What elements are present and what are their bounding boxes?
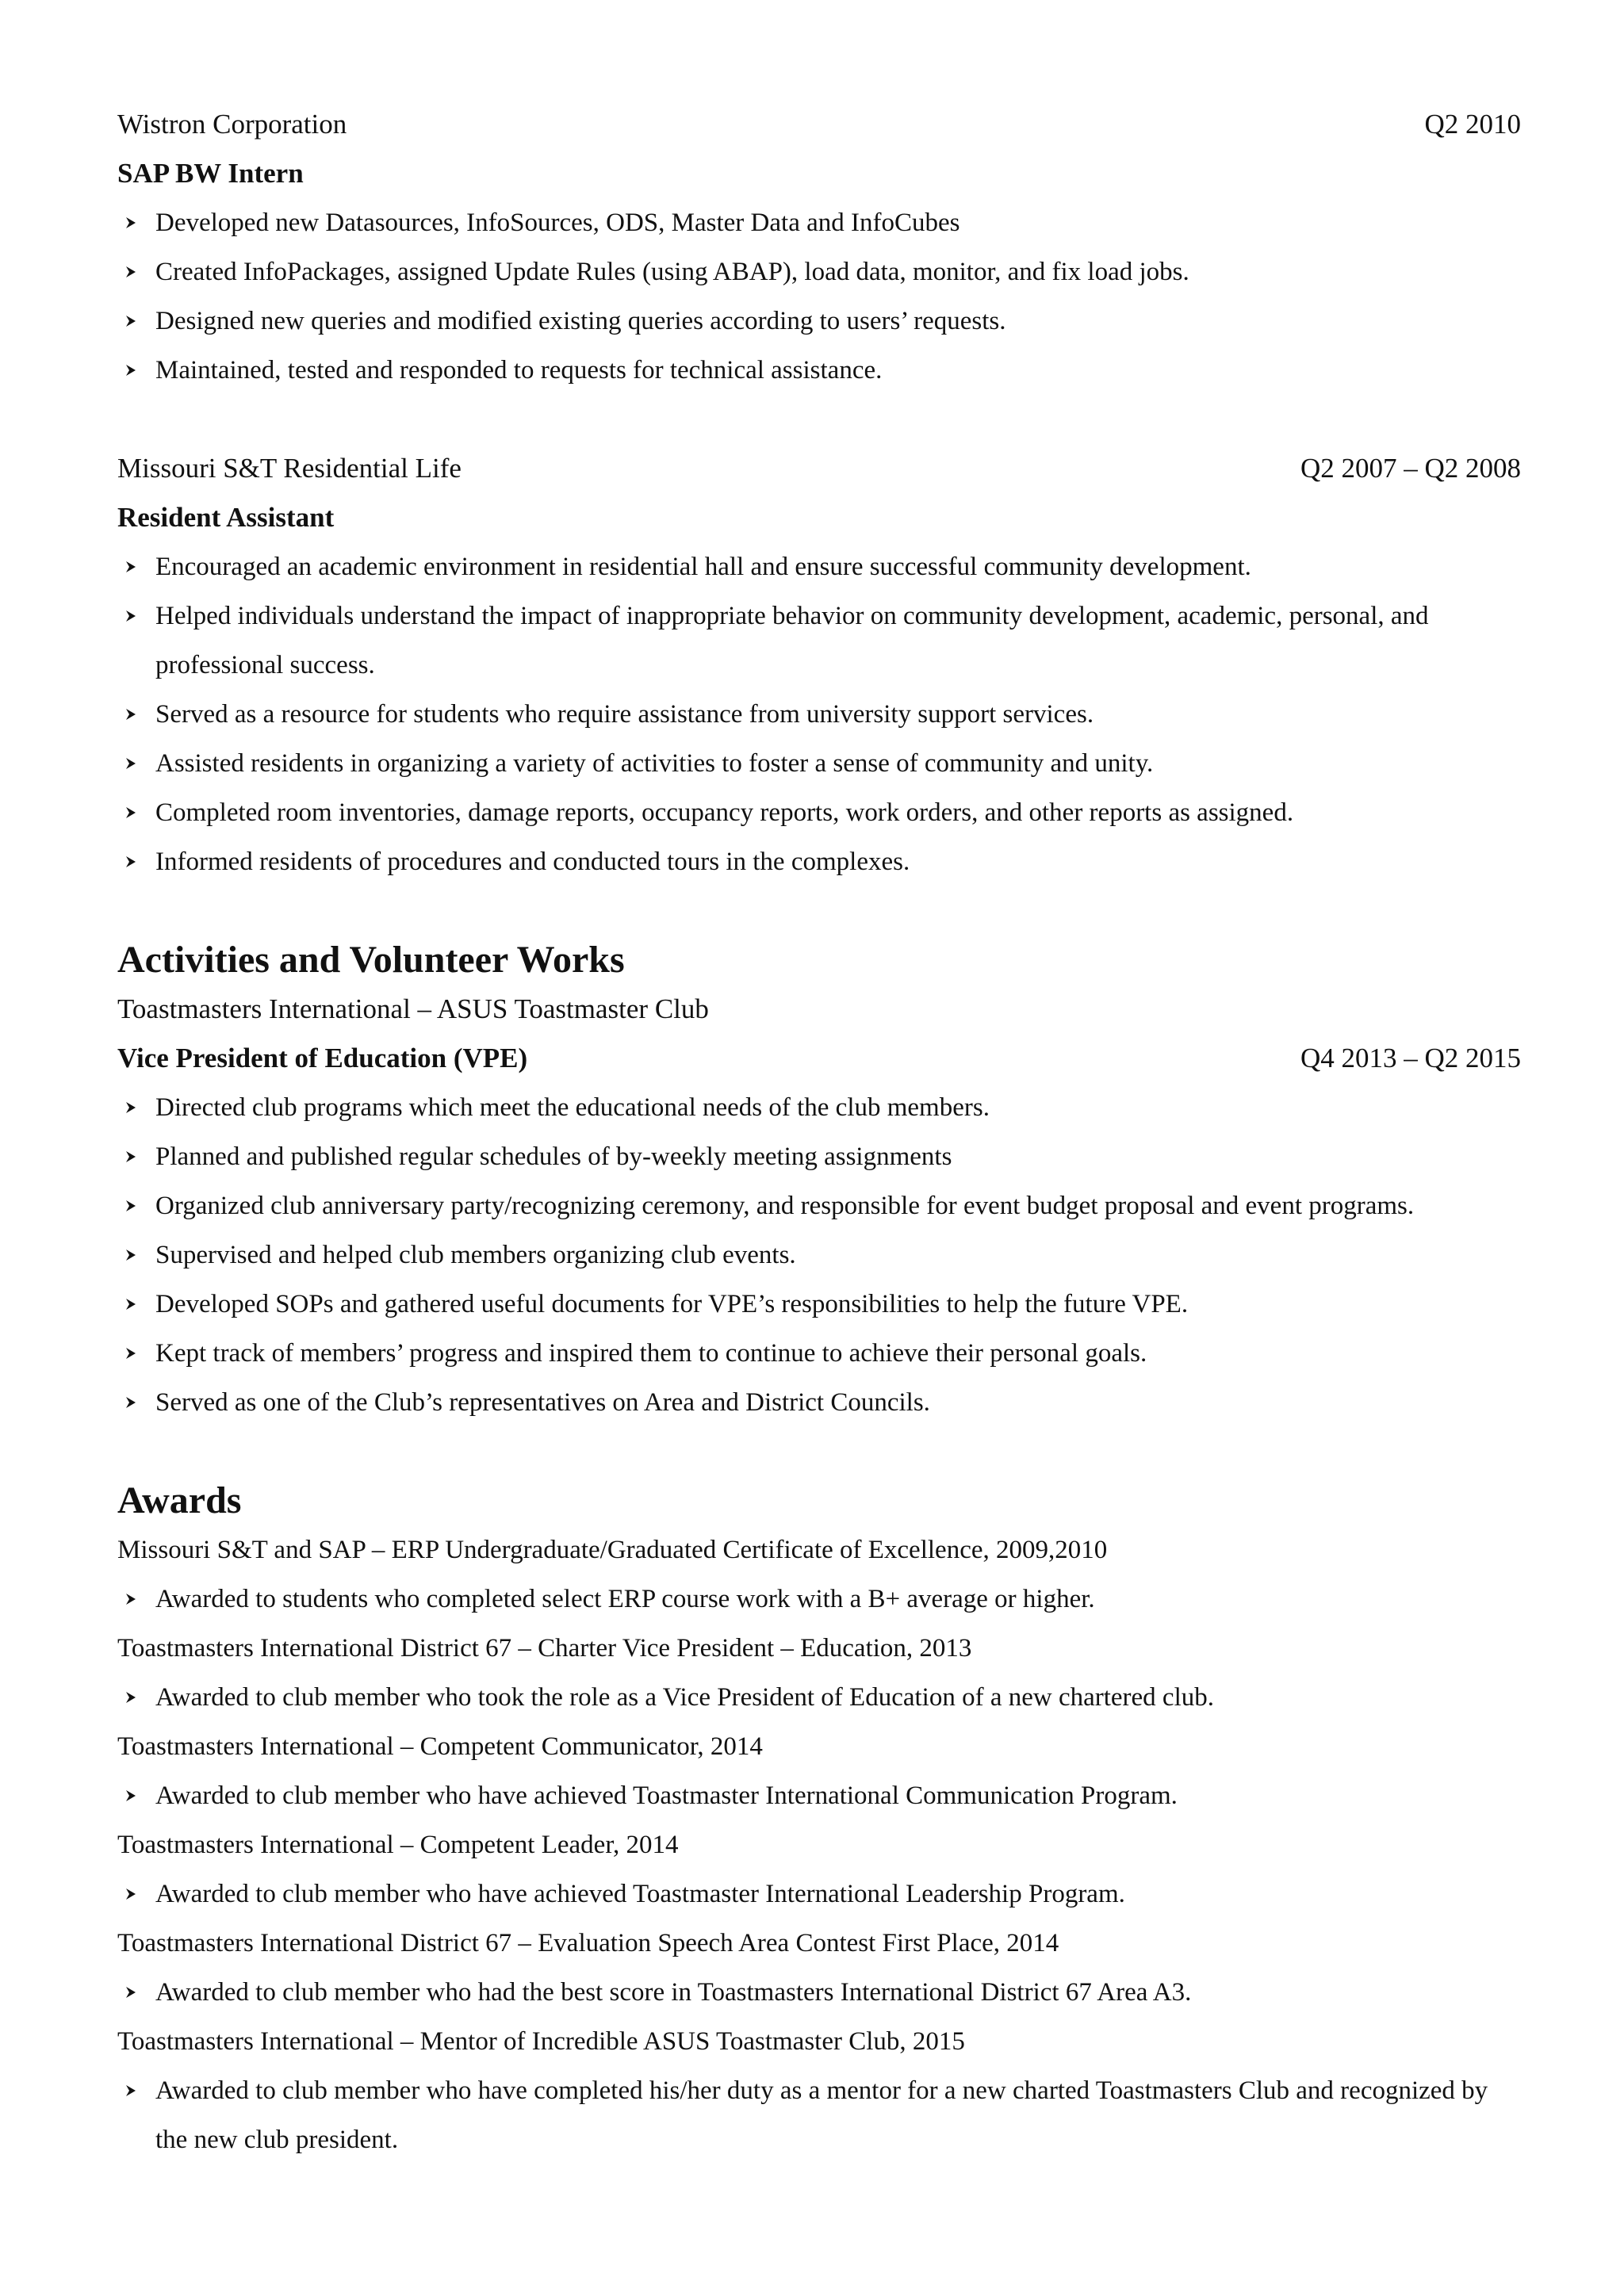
- arrowhead-bullet-icon: [121, 1378, 141, 1427]
- arrowhead-bullet-icon: [121, 739, 141, 788]
- bullet-text: Awarded to club member who have achieved Toastmaster International Communication Program.: [155, 1781, 1178, 1810]
- award-name: Toastmasters International – Competent Communicator, 2014: [117, 1732, 763, 1761]
- arrowhead-bullet-icon: [121, 1280, 141, 1329]
- bullet-item: [117, 788, 1521, 837]
- bullet-text: Awarded to club member who took the role as a Vice President of Education of a new chartered club.: [155, 1683, 1215, 1712]
- bullet-item: [117, 1230, 1521, 1280]
- job-date: Q2 2010: [1424, 109, 1521, 140]
- job-title-row: [117, 493, 1521, 542]
- job-bullets: [117, 542, 1521, 886]
- bullet-text: Awarded to club member who have completed his/her duty as a mentor for a new charted Toastmasters Club and recognized by the new club president.: [155, 2076, 1488, 2154]
- bullet-item: [117, 247, 1521, 297]
- job-date: Q2 2007 – Q2 2008: [1300, 453, 1521, 484]
- job-header: [117, 444, 1521, 493]
- bullet-item: [117, 1378, 1521, 1427]
- bullet-text: Designed new queries and modified existing queries according to users’ requests.: [155, 307, 1006, 335]
- section-heading: Awards: [117, 1479, 242, 1521]
- arrowhead-bullet-icon: [121, 1230, 141, 1280]
- bullet-text: Encouraged an academic environment in residential hall and ensure successful community development.: [155, 553, 1251, 581]
- award-name: Missouri S&T and SAP – ERP Undergraduate/Graduated Certificate of Excellence, 2009,2010: [117, 1536, 1108, 1564]
- bullet-text: Developed SOPs and gathered useful documents for VPE’s responsibilities to help the future VPE.: [155, 1290, 1189, 1318]
- arrowhead-bullet-icon: [121, 542, 141, 591]
- bullet-text: Supervised and helped club members organizing club events.: [155, 1241, 796, 1269]
- bullet-item: [117, 1869, 1521, 1919]
- award-detail: [117, 1575, 1521, 1624]
- arrowhead-bullet-icon: [121, 1181, 141, 1230]
- bullet-text: Completed room inventories, damage reports, occupancy reports, work orders, and other reports as assigned.: [155, 798, 1294, 827]
- arrowhead-bullet-icon: [121, 690, 141, 739]
- bullet-text: Served as one of the Club’s representatives on Area and District Councils.: [155, 1388, 930, 1417]
- job-entry: [117, 100, 1521, 395]
- job-title: SAP BW Intern: [117, 158, 304, 189]
- bullet-text: Awarded to club member who had the best score in Toastmasters International District 67 Area A3.: [155, 1978, 1192, 2007]
- activity-bullets: [117, 1083, 1521, 1427]
- award-name: Toastmasters International District 67 – Charter Vice President – Education, 2013: [117, 1634, 972, 1663]
- arrowhead-bullet-icon: [121, 788, 141, 837]
- arrowhead-bullet-icon: [121, 1575, 141, 1624]
- award-name: Toastmasters International – Competent Leader, 2014: [117, 1831, 679, 1859]
- bullet-item: [117, 297, 1521, 346]
- bullet-text: Kept track of members’ progress and inspired them to continue to achieve their personal goals.: [155, 1339, 1147, 1368]
- award-detail: [117, 1869, 1521, 1919]
- bullet-text: Organized club anniversary party/recognizing ceremony, and responsible for event budget proposal and event programs.: [155, 1192, 1415, 1220]
- bullet-text: Planned and published regular schedules of by-weekly meeting assignments: [155, 1142, 952, 1171]
- bullet-text: Awarded to students who completed select ERP course work with a B+ average or higher.: [155, 1585, 1095, 1613]
- arrowhead-bullet-icon: [121, 591, 141, 641]
- arrowhead-bullet-icon: [121, 1083, 141, 1132]
- activities-section: [117, 936, 1521, 1427]
- bullet-item: [117, 1132, 1521, 1181]
- arrowhead-bullet-icon: [121, 1968, 141, 2017]
- bullet-item: [117, 837, 1521, 886]
- bullet-text: Created InfoPackages, assigned Update Rules (using ABAP), load data, monitor, and fix load jobs.: [155, 258, 1189, 286]
- award-name: Toastmasters International – Mentor of Incredible ASUS Toastmaster Club, 2015: [117, 2027, 965, 2056]
- arrowhead-bullet-icon: [121, 1869, 141, 1919]
- awards-section: [117, 1476, 1521, 2164]
- bullet-item: [117, 1771, 1521, 1820]
- job-organization: Wistron Corporation: [117, 109, 347, 140]
- activity-title-row: [117, 1034, 1521, 1083]
- bullet-text: Assisted residents in organizing a variety of activities to foster a sense of community and unity.: [155, 749, 1154, 778]
- arrowhead-bullet-icon: [121, 1132, 141, 1181]
- bullet-item: [117, 591, 1521, 690]
- resume-page: [117, 100, 1521, 2164]
- arrowhead-bullet-icon: [121, 247, 141, 297]
- arrowhead-bullet-icon: [121, 1329, 141, 1378]
- bullet-text: Awarded to club member who have achieved Toastmaster International Leadership Program.: [155, 1880, 1125, 1908]
- activity-date: Q4 2013 – Q2 2015: [1300, 1043, 1521, 1073]
- bullet-text: Helped individuals understand the impact of inappropriate behavior on community development, academic, personal, and professional success.: [155, 602, 1429, 679]
- award-name: Toastmasters International District 67 – Evaluation Speech Area Contest First Place, 2014: [117, 1929, 1059, 1957]
- job-entry: [117, 444, 1521, 886]
- award-detail: [117, 2066, 1521, 2164]
- bullet-item: [117, 690, 1521, 739]
- activity-organization: Toastmasters International – ASUS Toastmaster Club: [117, 993, 709, 1024]
- bullet-item: [117, 1181, 1521, 1230]
- job-title-row: [117, 149, 1521, 198]
- arrowhead-bullet-icon: [121, 2066, 141, 2115]
- job-title: Resident Assistant: [117, 502, 335, 533]
- activity-organization-row: [117, 985, 1521, 1034]
- bullet-item: [117, 1329, 1521, 1378]
- arrowhead-bullet-icon: [121, 1771, 141, 1820]
- arrowhead-bullet-icon: [121, 297, 141, 346]
- award-detail: [117, 1968, 1521, 2017]
- bullet-text: Developed new Datasources, InfoSources, ODS, Master Data and InfoCubes: [155, 209, 960, 237]
- bullet-text: Served as a resource for students who require assistance from university support services.: [155, 700, 1094, 729]
- bullet-item: [117, 346, 1521, 395]
- arrowhead-bullet-icon: [121, 198, 141, 247]
- job-organization: Missouri S&T Residential Life: [117, 453, 462, 484]
- bullet-text: Directed club programs which meet the educational needs of the club members.: [155, 1093, 990, 1122]
- bullet-item: [117, 1083, 1521, 1132]
- arrowhead-bullet-icon: [121, 837, 141, 886]
- bullet-text: Maintained, tested and responded to requests for technical assistance.: [155, 356, 883, 385]
- bullet-item: [117, 739, 1521, 788]
- bullet-item: [117, 198, 1521, 247]
- bullet-text: Informed residents of procedures and conducted tours in the complexes.: [155, 848, 910, 876]
- arrowhead-bullet-icon: [121, 346, 141, 395]
- bullet-item: [117, 1673, 1521, 1722]
- bullet-item: [117, 2066, 1521, 2164]
- award-detail: [117, 1771, 1521, 1820]
- job-header: [117, 100, 1521, 149]
- job-bullets: [117, 198, 1521, 395]
- bullet-item: [117, 542, 1521, 591]
- bullet-item: [117, 1575, 1521, 1624]
- activity-title: Vice President of Education (VPE): [117, 1043, 528, 1073]
- award-detail: [117, 1673, 1521, 1722]
- section-heading: Activities and Volunteer Works: [117, 939, 625, 981]
- bullet-item: [117, 1968, 1521, 2017]
- arrowhead-bullet-icon: [121, 1673, 141, 1722]
- bullet-item: [117, 1280, 1521, 1329]
